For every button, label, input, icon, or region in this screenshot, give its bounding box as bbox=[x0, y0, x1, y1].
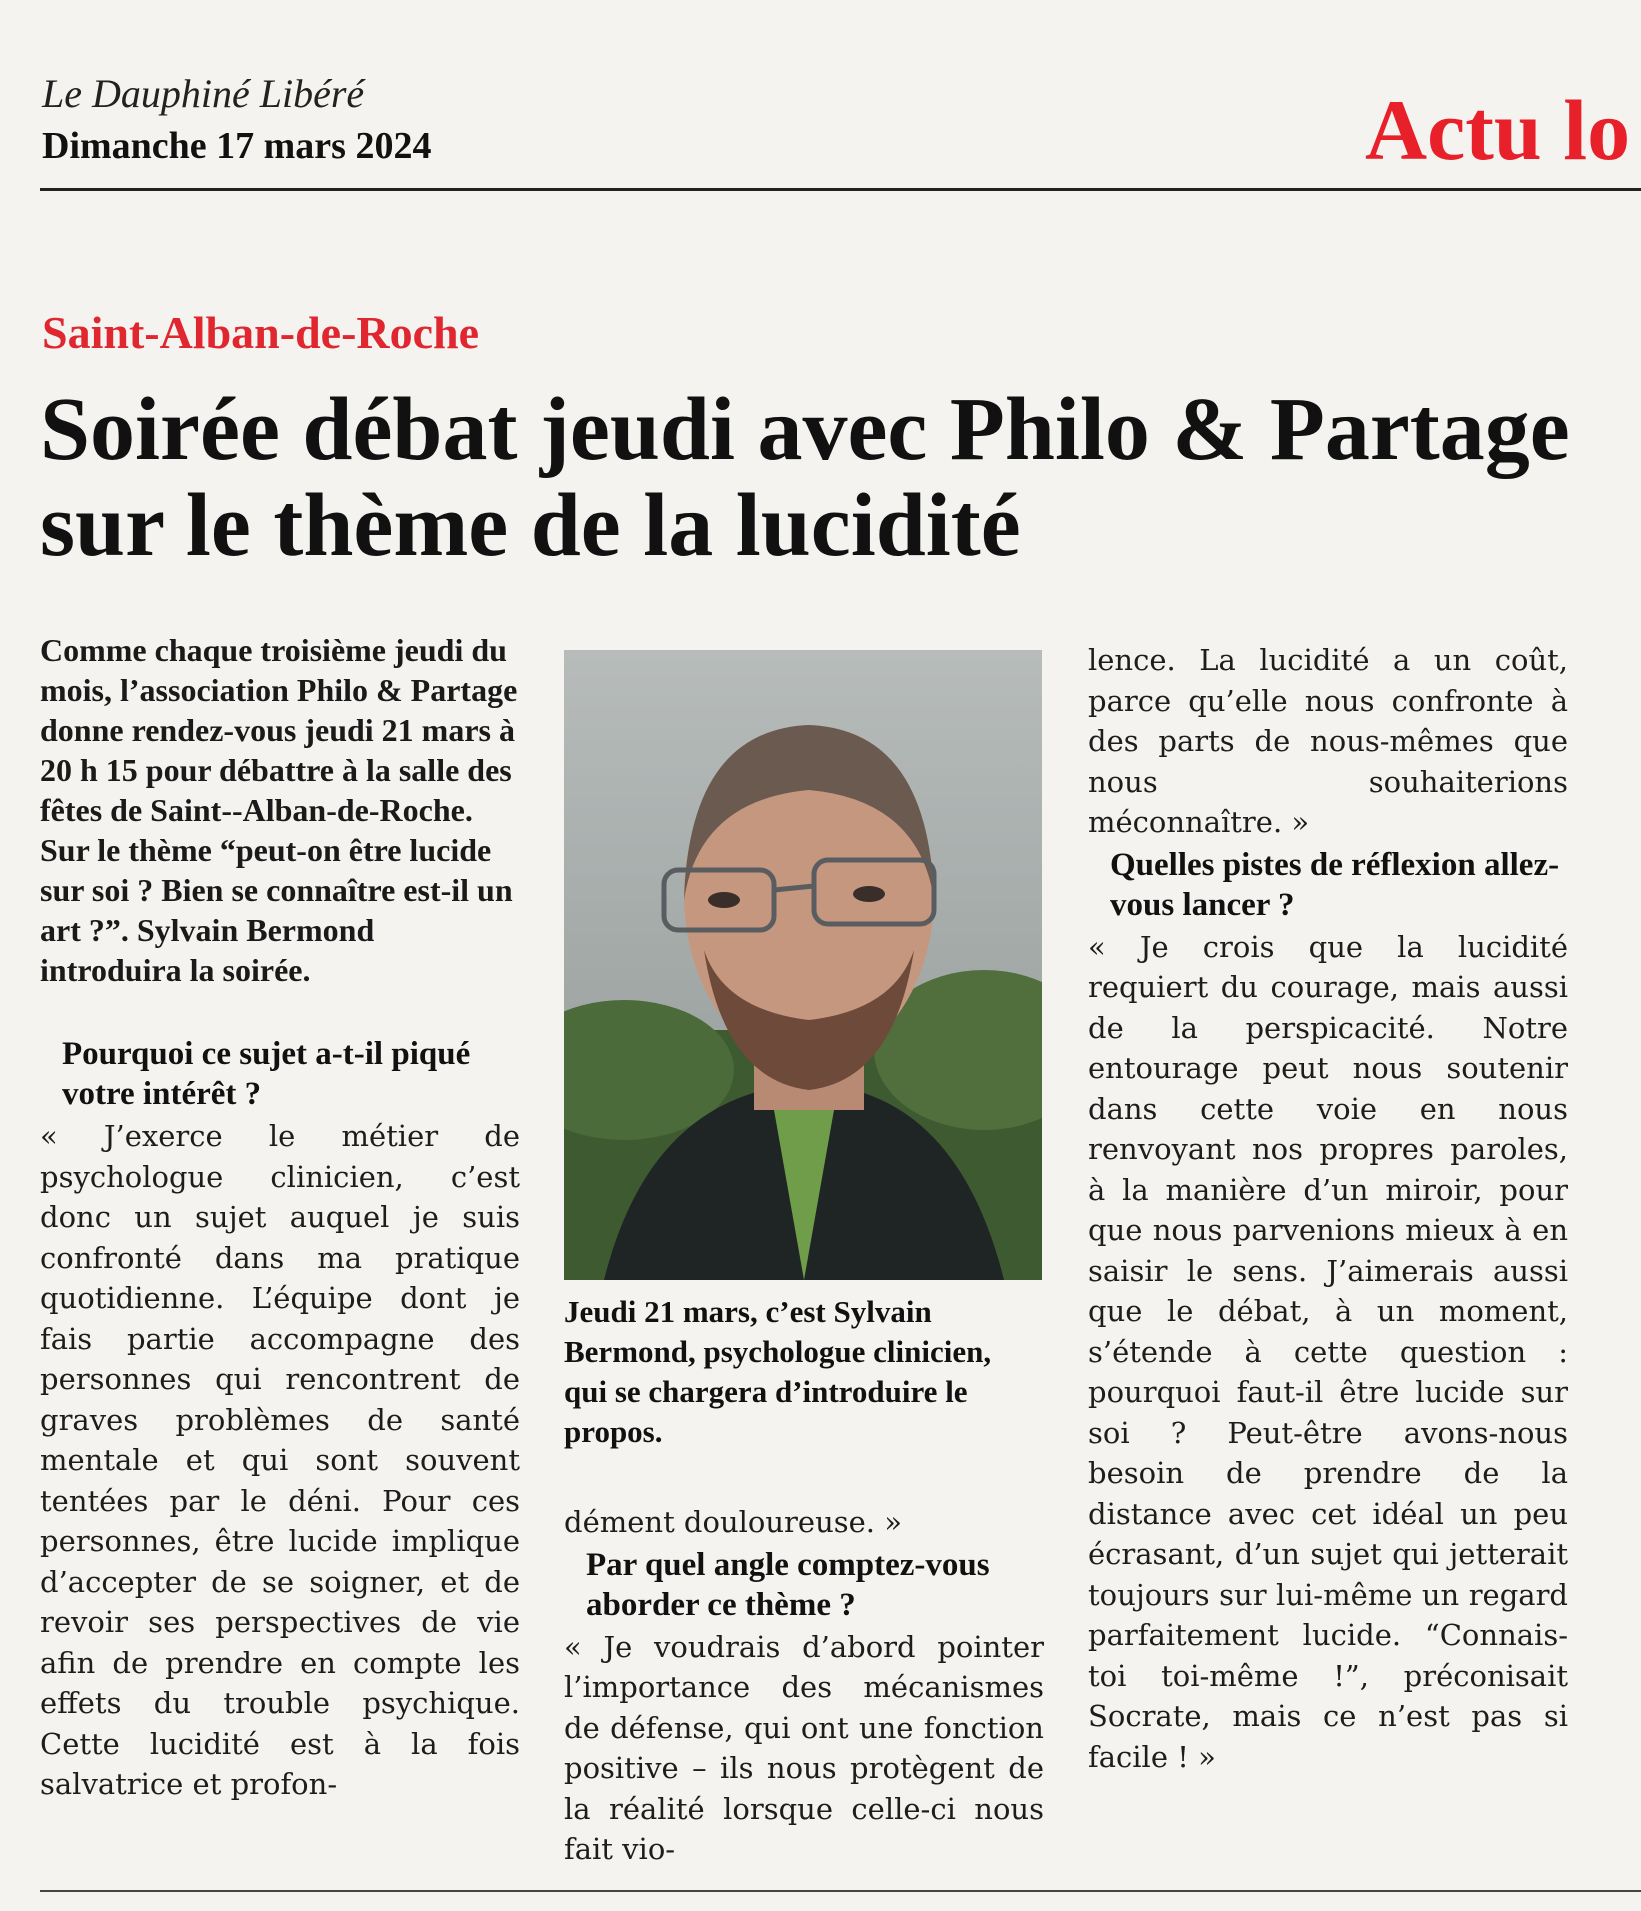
column-3 bbox=[1088, 640, 1568, 1777]
publication-date: Dimanche 17 mars 2024 bbox=[42, 125, 432, 167]
answer-2: « Je voudrais d’abord pointer l’importance des mécanismes de défense, qui ont une fonction positive – ils nous protègent de la réalité lorsque celle-ci nous fait vio- bbox=[564, 1629, 1044, 1866]
answer-3: « Je crois que la lucidité requiert du courage, mais aussi de la perspicacité. Notre entourage peut nous soutenir dans cette voie en nous renvoyant nos propres paroles, à la manière d’un miroir, pour que nous parvenions mieux à en saisir le sens. J’aimerais aussi que le débat, à un moment, s’étende à cette question : pourquoi faut-il être lucide sur soi ? Peut-être avons-nous besoin de prendre de la distance avec cet idéal un peu écrasant, d’un sujet qui jetterait toujours sur lui-même un regard parfaitement lucide. “Connais-toi toi-même !”, préconisait Socrate, mais ce n’est pas si facile ! » bbox=[1088, 929, 1568, 1774]
photo-caption: Jeudi 21 mars, c’est Sylvain Bermond, psychologue clinicien, qui se chargera d’introduire le propos. bbox=[564, 1294, 992, 1449]
article-kicker: Saint-Alban-de-Roche bbox=[42, 307, 480, 358]
question-3: Quelles pistes de réflexion allez-vous lancer ? bbox=[1110, 846, 1560, 923]
question-2: Par quel angle comptez-vous aborder ce thème ? bbox=[586, 1546, 990, 1623]
portrait-illustration bbox=[564, 650, 1042, 1280]
answer-1: « J’exerce le métier de psychologue clinicien, c’est donc un sujet auquel je suis confronté dans ma pratique quotidienne. L’équipe dont je fais partie accompagne des personnes qui rencontrent de graves problèmes de santé mentale et qui sont souvent tentées par le déni. Pour ces personnes, être lucide implique d’accepter de se soigner, et de revoir ses perspectives de vie afin de prendre en compte les effets du trouble psychique. Cette lucidité est à la fois salvatrice et profon- bbox=[40, 1119, 520, 1801]
bottom-rule bbox=[40, 1890, 1641, 1892]
question-1: Pourquoi ce sujet a-t-il piqué votre intérêt ? bbox=[62, 1036, 471, 1112]
answer-1-continued: dément douloureuse. » bbox=[564, 1505, 902, 1539]
publication-name: Le Dauphiné Libéré bbox=[42, 71, 365, 116]
article-lead: Comme chaque troisième jeudi du mois, l’association Philo & Partage donne rendez-vous jeudi 21 mars à 20 h 15 pour débattre à la salle des fêtes de Saint--Alban-de-Roche. Sur le thème “peut-on être lucide sur soi ? Bien se connaître est-il un art ?”. Sylvain Bermond introduira la soirée. bbox=[40, 632, 518, 988]
top-rule bbox=[40, 188, 1641, 191]
column-2 bbox=[564, 1502, 1044, 1870]
section-title: Actu lo bbox=[1365, 82, 1631, 178]
column-1 bbox=[40, 630, 520, 1805]
article-headline: Soirée débat jeudi avec Philo & Partage sur le thème de la lucidité bbox=[40, 380, 1570, 575]
portrait-photo bbox=[564, 650, 1042, 1280]
answer-2-continued: lence. La lucidité a un coût, parce qu’elle nous confronte à des parts de nous-mêmes que nous souhaiterions méconnaître. » bbox=[1088, 643, 1568, 839]
